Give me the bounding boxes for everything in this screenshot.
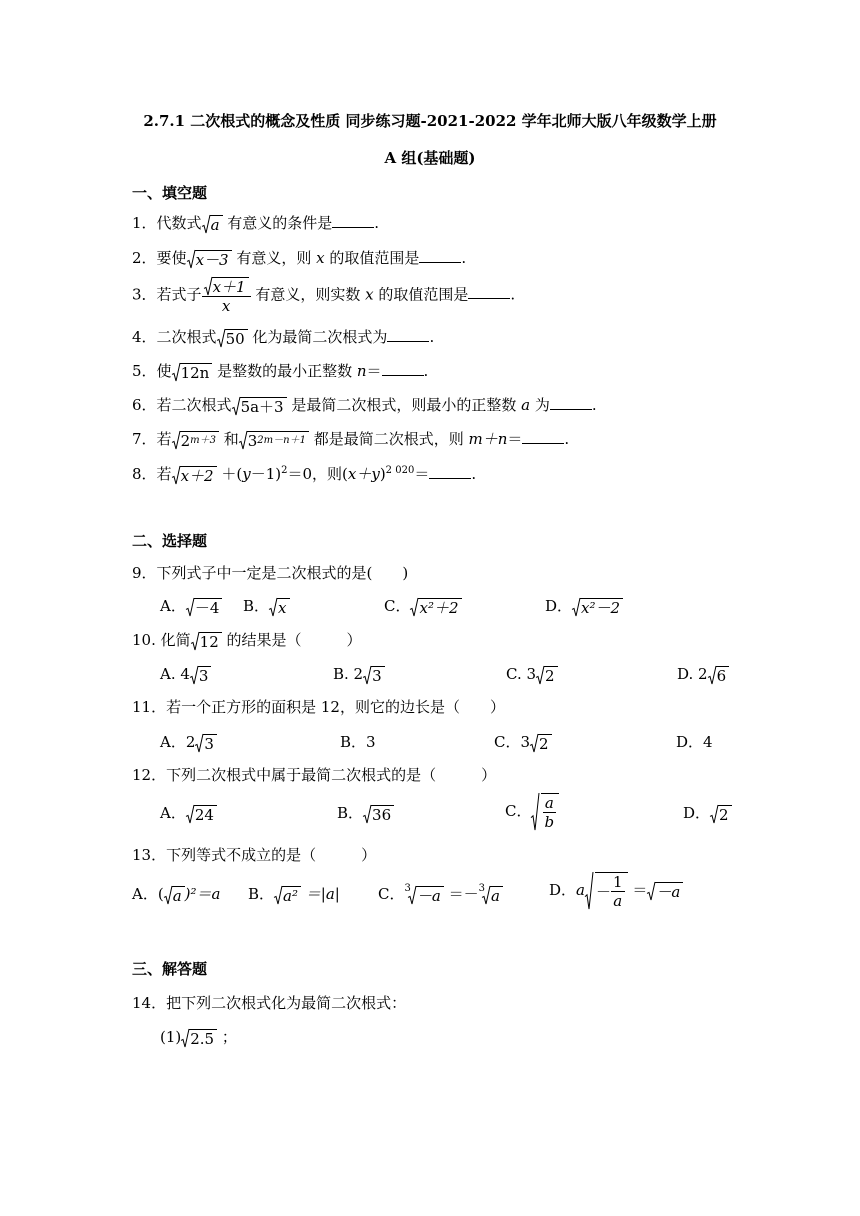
question-5: 5．使 12n 是整数的最小正整数 n＝ . xyxy=(132,362,429,382)
option-a[interactable]: A． 24 xyxy=(160,803,217,824)
option-a[interactable]: A．( a )²＝a xyxy=(132,885,221,905)
answer-blank[interactable] xyxy=(550,395,592,410)
radical: 12n xyxy=(172,363,213,382)
answer-blank[interactable] xyxy=(522,429,564,444)
answer-blank[interactable] xyxy=(332,213,374,228)
question-14: 14．把下列二次根式化为最简二次根式： xyxy=(132,994,407,1012)
answer-blank[interactable] xyxy=(429,464,471,479)
page-subtitle: A 组(基础题) xyxy=(384,149,476,167)
option-b[interactable]: B．3 xyxy=(340,733,376,751)
question-9: 9．下列式子中一定是二次根式的是( ) xyxy=(132,564,409,582)
section-solve: 三、解答题 xyxy=(132,960,208,978)
question-3: 3．若式子 $\frac{x+1}{x}$ 有意义，则实数 x 的取值范围是 . xyxy=(132,277,516,315)
option-d[interactable]: D．4 xyxy=(676,733,713,751)
section-choice: 二、选择题 xyxy=(132,532,208,550)
option-a[interactable]: A． －4 xyxy=(160,596,222,617)
question-11: 11．若一个正方形的面积是 12，则它的边长是（ ） xyxy=(132,698,505,716)
option-a[interactable]: A. 4 3 xyxy=(160,664,211,685)
radical: x＋2 xyxy=(172,466,217,485)
question-6: 6．若二次根式 5a＋3 是最简二次根式，则最小的正整数 a 为 . xyxy=(132,396,597,416)
answer-blank[interactable] xyxy=(387,327,429,342)
answer-blank[interactable] xyxy=(468,284,510,299)
section-fill-in: 一、填空题 xyxy=(132,184,208,202)
question-2: 2．要使 x－3 有意义，则 x 的取值范围是 . xyxy=(132,249,467,269)
question-7: 7．若 2 m＋3 和 3 2m－n＋1 都是最简二次根式，则 m＋n＝ . xyxy=(132,430,570,450)
option-c[interactable]: C． x²＋2 xyxy=(384,596,462,617)
page-title: 2.7.1 二次根式的概念及性质 同步练习题-2021-2022 学年北师大版八年级数学上册 xyxy=(143,112,717,130)
fraction: $\frac{x+1}{x}$ xyxy=(202,276,251,315)
option-b[interactable]: B． x xyxy=(243,596,290,617)
option-b[interactable]: B． 36 xyxy=(337,803,394,824)
question-4: 4．二次根式 50 化为最简二次根式为 . xyxy=(132,328,435,348)
option-d[interactable]: D． x²－2 xyxy=(545,596,623,617)
question-12: 12．下列二次根式中属于最简二次根式的是（ ） xyxy=(132,766,497,784)
option-c[interactable]: C．3 2 xyxy=(494,732,552,753)
option-c[interactable]: C. 3 2 xyxy=(506,664,558,685)
radical: 2 m＋3 xyxy=(172,431,219,450)
option-b[interactable]: B． a² ＝|a| xyxy=(248,885,340,905)
option-d[interactable]: D. 2 6 xyxy=(677,664,729,685)
option-a[interactable]: A．2 3 xyxy=(160,732,217,753)
option-d[interactable]: D．a － $\frac{1}{a}$ ＝ －a xyxy=(549,872,683,910)
radical: x－3 xyxy=(187,250,232,269)
question-1: 1．代数式 a 有意义的条件是 . xyxy=(132,214,380,234)
answer-blank[interactable] xyxy=(382,361,424,376)
question-8: 8．若 x＋2 $+(y-1)^2=0$，则$(x+y)^{2 020}=$ . xyxy=(132,465,477,485)
question-10: 10. 化简 12 的结果是（ ） xyxy=(132,631,362,651)
answer-blank[interactable] xyxy=(419,248,461,263)
option-d[interactable]: D． 2 xyxy=(683,803,732,824)
option-c[interactable]: C． $\frac{a}{b}$ xyxy=(505,793,559,831)
radical: 5a＋3 xyxy=(232,397,287,416)
option-b[interactable]: B. 2 3 xyxy=(333,664,385,685)
radical: a xyxy=(202,215,223,234)
radical: 3 2m－n＋1 xyxy=(239,431,309,450)
option-c[interactable]: C．$^3$ －a ＝－$^3$ a xyxy=(378,884,503,907)
question-13: 13．下列等式不成立的是（ ） xyxy=(132,846,377,864)
question-14-part-1: (1) 2.5 ； xyxy=(160,1028,237,1048)
radical: 50 xyxy=(217,329,248,348)
